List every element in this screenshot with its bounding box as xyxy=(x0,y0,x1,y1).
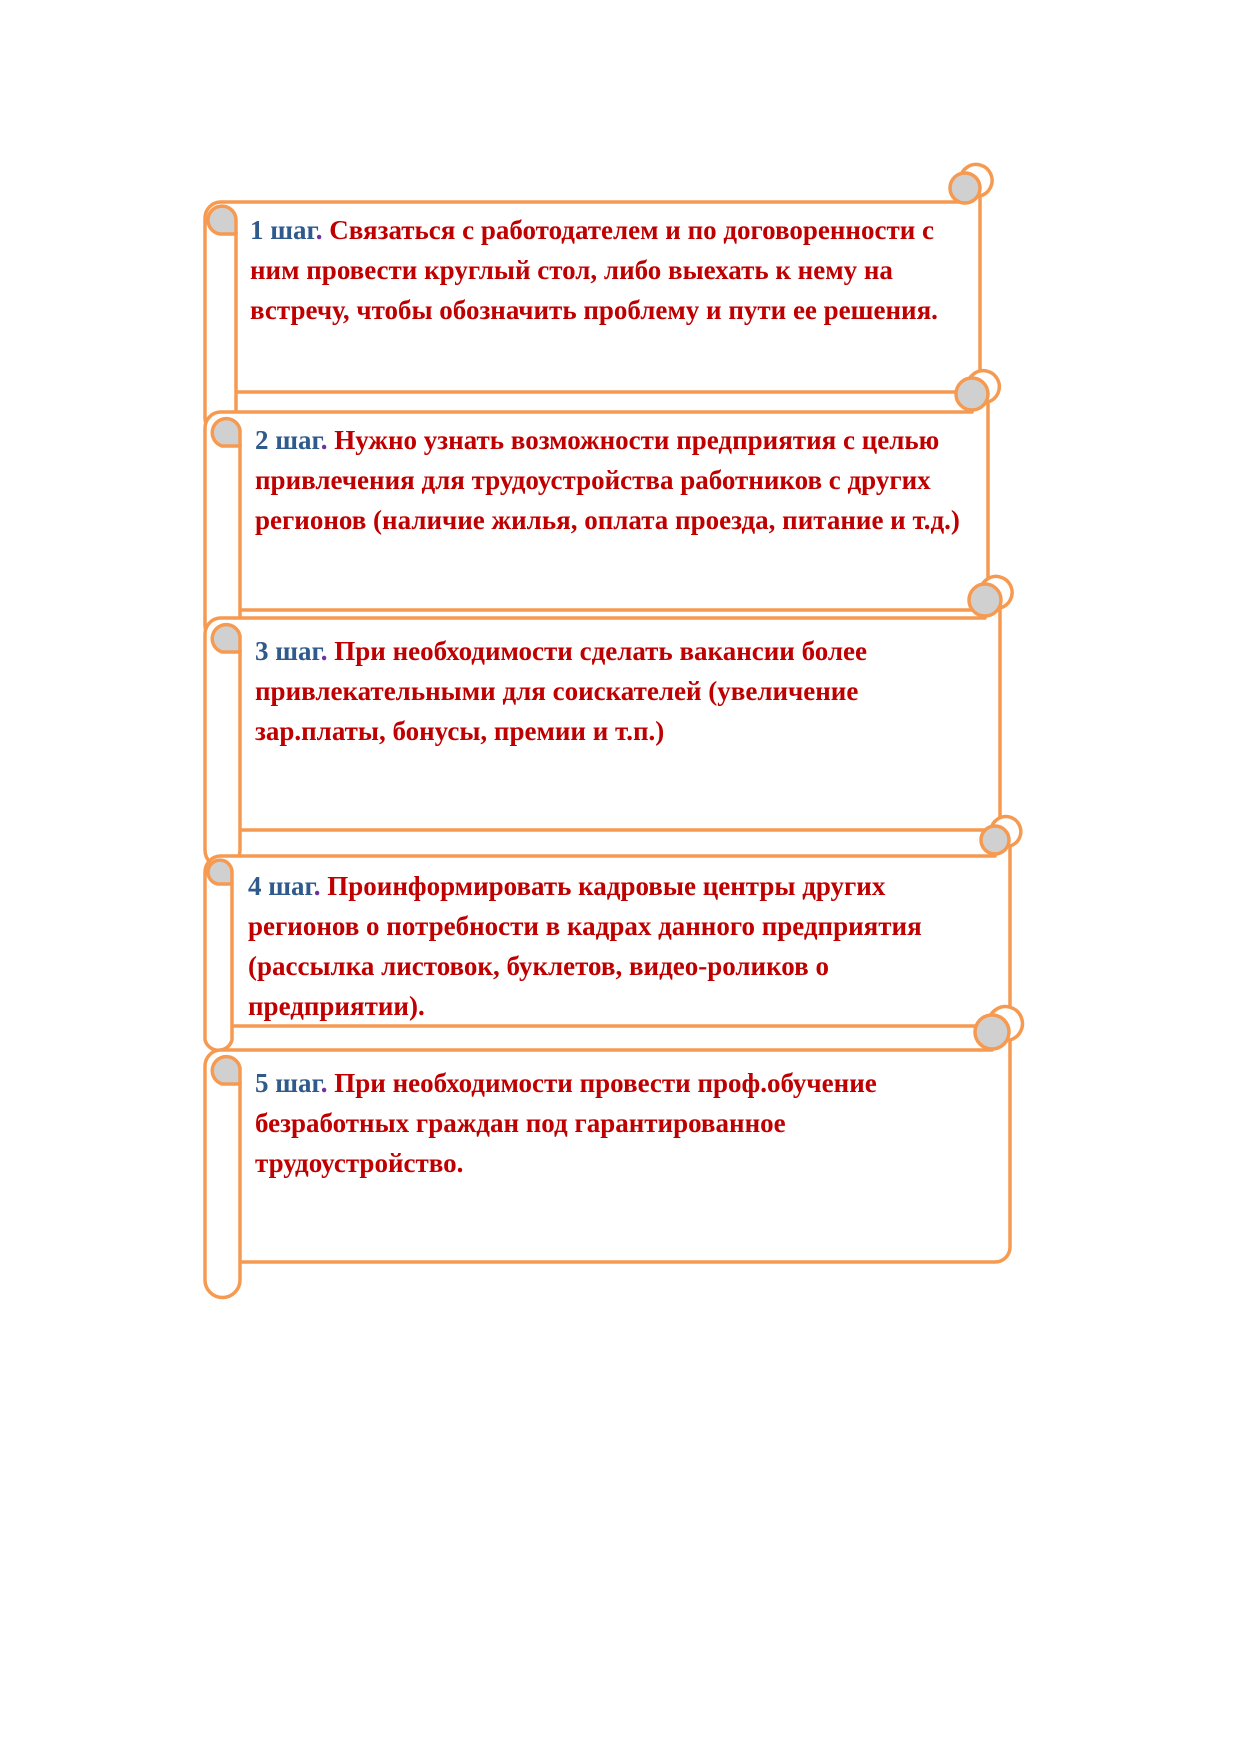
step-description: При необходимости сделать вакансии более привлекательными для соискателей (увеличение зар.платы, бонусы, премии и т.п.) xyxy=(255,636,868,746)
step-1-text xyxy=(250,210,965,330)
step-2-text xyxy=(255,420,975,540)
step-description: Связаться с работодателем и по договоренности с ним провести круглый стол, либо выехать к нему на встречу, чтобы обозначить проблему и пути ее решения. xyxy=(250,215,938,325)
step-separator: . xyxy=(320,636,328,666)
curl-icon xyxy=(212,1057,240,1084)
curl-icon xyxy=(969,584,1001,616)
step-description: Проинформировать кадровые центры других регионов о потребности в кадрах данного предприятия (рассылка листовок, буклетов, видео-роликов о предприятии). xyxy=(248,871,922,1021)
step-separator: . xyxy=(313,871,321,901)
step-5-text xyxy=(255,1063,985,1183)
step-4-text xyxy=(248,866,993,1026)
curl-icon xyxy=(981,826,1009,854)
step-separator: . xyxy=(320,1068,328,1098)
curl-icon xyxy=(212,625,240,652)
step-label: 1 шаг xyxy=(250,215,316,245)
step-label: 5 шаг xyxy=(255,1068,321,1098)
step-label: 3 шаг xyxy=(255,636,321,666)
step-3-text xyxy=(255,631,985,751)
step-separator: . xyxy=(320,425,328,455)
curl-icon xyxy=(208,860,232,884)
step-separator: . xyxy=(315,215,323,245)
curl-icon xyxy=(950,173,980,203)
step-label: 2 шаг xyxy=(255,425,321,455)
step-description: Нужно узнать возможности предприятия с целью привлечения для трудоустройства работников с других регионов (наличие жилья, оплата проезда, питание и т.д.) xyxy=(255,425,960,535)
step-label: 4 шаг xyxy=(248,871,314,901)
curl-icon xyxy=(212,419,240,446)
curl-icon xyxy=(208,206,236,234)
step-description: При необходимости провести проф.обучение безработных граждан под гарантированное трудоустройство. xyxy=(255,1068,877,1178)
curl-icon xyxy=(956,378,988,410)
